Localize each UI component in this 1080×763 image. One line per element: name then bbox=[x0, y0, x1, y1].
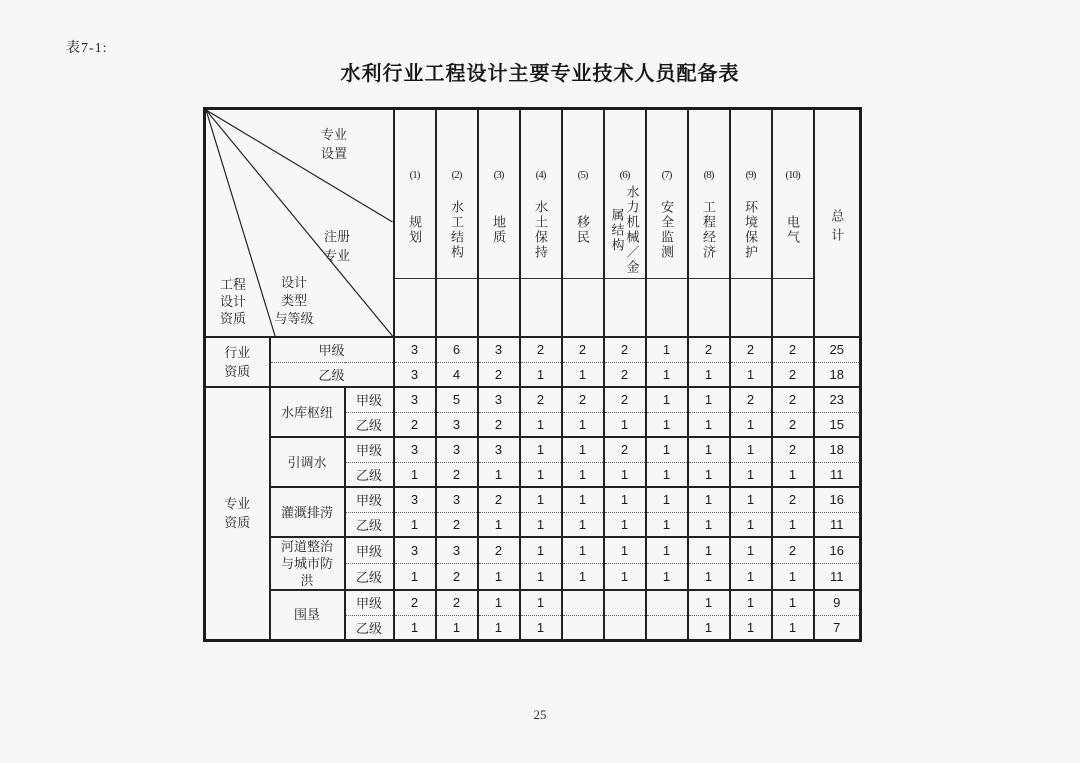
cell-value: 1 bbox=[520, 537, 562, 564]
cell-value: 2 bbox=[604, 362, 646, 387]
cell-value: 1 bbox=[688, 564, 730, 591]
grade-cell: 乙级 bbox=[345, 412, 394, 437]
cell-value: 1 bbox=[562, 512, 604, 537]
table-number-label: 表7-1: bbox=[66, 41, 108, 56]
cell-value: 3 bbox=[394, 437, 436, 462]
cell-value: 1 bbox=[688, 387, 730, 412]
cell-total: 25 bbox=[814, 337, 861, 362]
table-row bbox=[205, 362, 861, 387]
cell-value: 1 bbox=[688, 537, 730, 564]
cell-value: 1 bbox=[562, 537, 604, 564]
corner-label-specialty-setup: 专业 设置 bbox=[320, 127, 347, 161]
cell-value: 1 bbox=[520, 615, 562, 640]
grade-cell: 甲级 bbox=[345, 387, 394, 412]
cell-value: 2 bbox=[478, 362, 520, 387]
cell-total: 18 bbox=[814, 362, 861, 387]
cell-total: 9 bbox=[814, 590, 861, 615]
cell-value: 1 bbox=[730, 437, 772, 462]
cell-value: 2 bbox=[520, 337, 562, 362]
cell-value: 1 bbox=[436, 615, 478, 640]
cell-value: 1 bbox=[646, 387, 688, 412]
cell-value: 2 bbox=[478, 537, 520, 564]
cell-value: 1 bbox=[604, 462, 646, 487]
cell-value: 2 bbox=[772, 537, 814, 564]
grade-cell: 乙级 bbox=[345, 512, 394, 537]
cell-value: 1 bbox=[520, 412, 562, 437]
category-reservoir-hub: 水库枢纽 bbox=[270, 387, 345, 437]
cell-value: 1 bbox=[772, 462, 814, 487]
cell-value: 1 bbox=[730, 462, 772, 487]
corner-label-qualification: 工程 设计 资质 bbox=[219, 277, 246, 326]
grade-cell: 甲级 bbox=[270, 337, 394, 362]
grade-cell: 甲级 bbox=[345, 537, 394, 564]
cell-value bbox=[562, 615, 604, 640]
grade-cell: 甲级 bbox=[345, 590, 394, 615]
cell-value: 1 bbox=[478, 590, 520, 615]
column-header-total: 总计 bbox=[814, 109, 861, 338]
cell-total: 7 bbox=[814, 615, 861, 640]
cell-value: 3 bbox=[436, 487, 478, 512]
cell-value: 3 bbox=[478, 337, 520, 362]
table-row bbox=[205, 537, 861, 564]
cell-value: 1 bbox=[730, 537, 772, 564]
cell-value: 1 bbox=[394, 462, 436, 487]
personnel-allocation-table bbox=[203, 107, 862, 642]
cell-value: 2 bbox=[394, 412, 436, 437]
cell-value: 1 bbox=[646, 437, 688, 462]
page-title: 水利行业工程设计主要专业技术人员配备表 bbox=[340, 63, 740, 85]
grade-cell: 乙级 bbox=[345, 564, 394, 591]
cell-value: 3 bbox=[394, 362, 436, 387]
cell-value: 2 bbox=[688, 337, 730, 362]
cell-value: 1 bbox=[646, 362, 688, 387]
table-row bbox=[205, 487, 861, 512]
column-header-3: (3) 地质 bbox=[478, 109, 520, 338]
cell-value: 1 bbox=[688, 615, 730, 640]
cell-value: 1 bbox=[772, 512, 814, 537]
grade-cell: 甲级 bbox=[345, 437, 394, 462]
cell-value: 1 bbox=[604, 487, 646, 512]
cell-value: 1 bbox=[394, 564, 436, 591]
cell-value: 2 bbox=[436, 512, 478, 537]
cell-value: 1 bbox=[730, 412, 772, 437]
cell-value: 1 bbox=[604, 537, 646, 564]
cell-value: 1 bbox=[730, 362, 772, 387]
cell-value: 3 bbox=[394, 487, 436, 512]
row-group-specialty: 专业 资质 bbox=[205, 387, 270, 640]
table-row bbox=[205, 437, 861, 462]
cell-value: 1 bbox=[562, 437, 604, 462]
category-river-regulation-flood-control: 河道整治 与城市防 洪 bbox=[270, 537, 345, 590]
cell-value: 3 bbox=[436, 412, 478, 437]
cell-value: 1 bbox=[688, 590, 730, 615]
cell-value: 1 bbox=[520, 512, 562, 537]
cell-value: 2 bbox=[562, 387, 604, 412]
cell-value: 2 bbox=[604, 387, 646, 412]
cell-value bbox=[604, 590, 646, 615]
cell-value: 1 bbox=[646, 462, 688, 487]
category-irrigation-drainage: 灌溉排涝 bbox=[270, 487, 345, 537]
cell-value: 3 bbox=[394, 337, 436, 362]
cell-value: 1 bbox=[604, 512, 646, 537]
cell-total: 15 bbox=[814, 412, 861, 437]
cell-value: 3 bbox=[436, 537, 478, 564]
cell-value: 1 bbox=[730, 590, 772, 615]
diagonal-corner-box bbox=[206, 110, 393, 336]
cell-value: 2 bbox=[562, 337, 604, 362]
cell-value: 1 bbox=[478, 615, 520, 640]
cell-total: 11 bbox=[814, 512, 861, 537]
cell-value: 6 bbox=[436, 337, 478, 362]
cell-value: 1 bbox=[562, 362, 604, 387]
cell-value: 1 bbox=[520, 487, 562, 512]
cell-value: 1 bbox=[730, 512, 772, 537]
cell-value: 1 bbox=[688, 462, 730, 487]
category-reclamation: 围垦 bbox=[270, 590, 345, 640]
cell-value: 1 bbox=[604, 564, 646, 591]
cell-value: 3 bbox=[478, 387, 520, 412]
cell-value bbox=[562, 590, 604, 615]
column-header-7: (7) 安全监测 bbox=[646, 109, 688, 338]
category-water-diversion: 引调水 bbox=[270, 437, 345, 487]
header-row bbox=[205, 109, 861, 338]
cell-value: 1 bbox=[478, 512, 520, 537]
cell-value: 1 bbox=[562, 462, 604, 487]
table-row bbox=[205, 337, 861, 362]
cell-value: 2 bbox=[772, 437, 814, 462]
cell-value: 1 bbox=[772, 564, 814, 591]
cell-value: 1 bbox=[730, 564, 772, 591]
cell-value: 2 bbox=[436, 590, 478, 615]
table-row bbox=[205, 387, 861, 412]
cell-value: 3 bbox=[394, 387, 436, 412]
cell-value: 2 bbox=[604, 337, 646, 362]
cell-value: 2 bbox=[478, 412, 520, 437]
column-header-2: (2) 水工结构 bbox=[436, 109, 478, 338]
cell-value: 1 bbox=[688, 437, 730, 462]
cell-total: 23 bbox=[814, 387, 861, 412]
column-header-6: (6) 水力机械／金属结构 bbox=[604, 109, 646, 338]
cell-value bbox=[646, 615, 688, 640]
cell-value: 1 bbox=[520, 362, 562, 387]
cell-value: 1 bbox=[730, 615, 772, 640]
corner-label-registered-specialty: 注册 专业 bbox=[323, 229, 350, 263]
cell-total: 11 bbox=[814, 564, 861, 591]
cell-value: 1 bbox=[646, 337, 688, 362]
cell-value: 1 bbox=[562, 487, 604, 512]
cell-value: 1 bbox=[772, 590, 814, 615]
cell-value: 2 bbox=[772, 337, 814, 362]
cell-value: 1 bbox=[646, 412, 688, 437]
cell-value: 2 bbox=[730, 387, 772, 412]
cell-value: 1 bbox=[520, 590, 562, 615]
column-header-1: (1) 规划 bbox=[394, 109, 436, 338]
cell-value: 2 bbox=[394, 590, 436, 615]
diagonal-corner-cell bbox=[205, 109, 394, 338]
grade-cell: 乙级 bbox=[345, 615, 394, 640]
cell-total: 16 bbox=[814, 487, 861, 512]
corner-label-design-type-grade: 设计 类型 与等级 bbox=[274, 275, 314, 326]
page-number: 25 bbox=[533, 707, 547, 722]
cell-value: 1 bbox=[562, 564, 604, 591]
cell-value: 3 bbox=[394, 537, 436, 564]
cell-value: 1 bbox=[520, 437, 562, 462]
cell-total: 18 bbox=[814, 437, 861, 462]
column-header-10: (10) 电气 bbox=[772, 109, 814, 338]
cell-value: 1 bbox=[478, 462, 520, 487]
cell-value: 4 bbox=[436, 362, 478, 387]
cell-value: 2 bbox=[520, 387, 562, 412]
cell-value: 1 bbox=[688, 362, 730, 387]
cell-value: 1 bbox=[604, 412, 646, 437]
grade-cell: 乙级 bbox=[345, 462, 394, 487]
cell-value: 1 bbox=[646, 537, 688, 564]
cell-value: 1 bbox=[520, 462, 562, 487]
cell-value: 2 bbox=[772, 412, 814, 437]
cell-total: 16 bbox=[814, 537, 861, 564]
cell-value: 1 bbox=[562, 412, 604, 437]
cell-value: 2 bbox=[604, 437, 646, 462]
cell-value: 1 bbox=[646, 487, 688, 512]
cell-value: 2 bbox=[436, 564, 478, 591]
column-header-5: (5) 移民 bbox=[562, 109, 604, 338]
cell-value bbox=[646, 590, 688, 615]
cell-value: 1 bbox=[772, 615, 814, 640]
cell-value: 1 bbox=[394, 512, 436, 537]
grade-cell: 甲级 bbox=[345, 487, 394, 512]
cell-value: 1 bbox=[520, 564, 562, 591]
cell-value: 2 bbox=[730, 337, 772, 362]
column-header-4: (4) 水土保持 bbox=[520, 109, 562, 338]
cell-value: 1 bbox=[394, 615, 436, 640]
cell-value: 5 bbox=[436, 387, 478, 412]
cell-value: 2 bbox=[772, 362, 814, 387]
cell-value: 1 bbox=[688, 412, 730, 437]
cell-value: 2 bbox=[436, 462, 478, 487]
cell-value: 2 bbox=[772, 487, 814, 512]
cell-value bbox=[604, 615, 646, 640]
cell-value: 1 bbox=[478, 564, 520, 591]
cell-value: 1 bbox=[688, 487, 730, 512]
table-row bbox=[205, 590, 861, 615]
cell-value: 1 bbox=[730, 487, 772, 512]
cell-value: 1 bbox=[688, 512, 730, 537]
row-group-industry: 行业 资质 bbox=[205, 337, 270, 387]
cell-value: 2 bbox=[772, 387, 814, 412]
cell-value: 1 bbox=[646, 564, 688, 591]
grade-cell: 乙级 bbox=[270, 362, 394, 387]
cell-value: 2 bbox=[478, 487, 520, 512]
column-header-8: (8) 工程经济 bbox=[688, 109, 730, 338]
cell-value: 1 bbox=[646, 512, 688, 537]
column-header-9: (9) 环境保护 bbox=[730, 109, 772, 338]
cell-value: 3 bbox=[436, 437, 478, 462]
cell-value: 3 bbox=[478, 437, 520, 462]
cell-total: 11 bbox=[814, 462, 861, 487]
